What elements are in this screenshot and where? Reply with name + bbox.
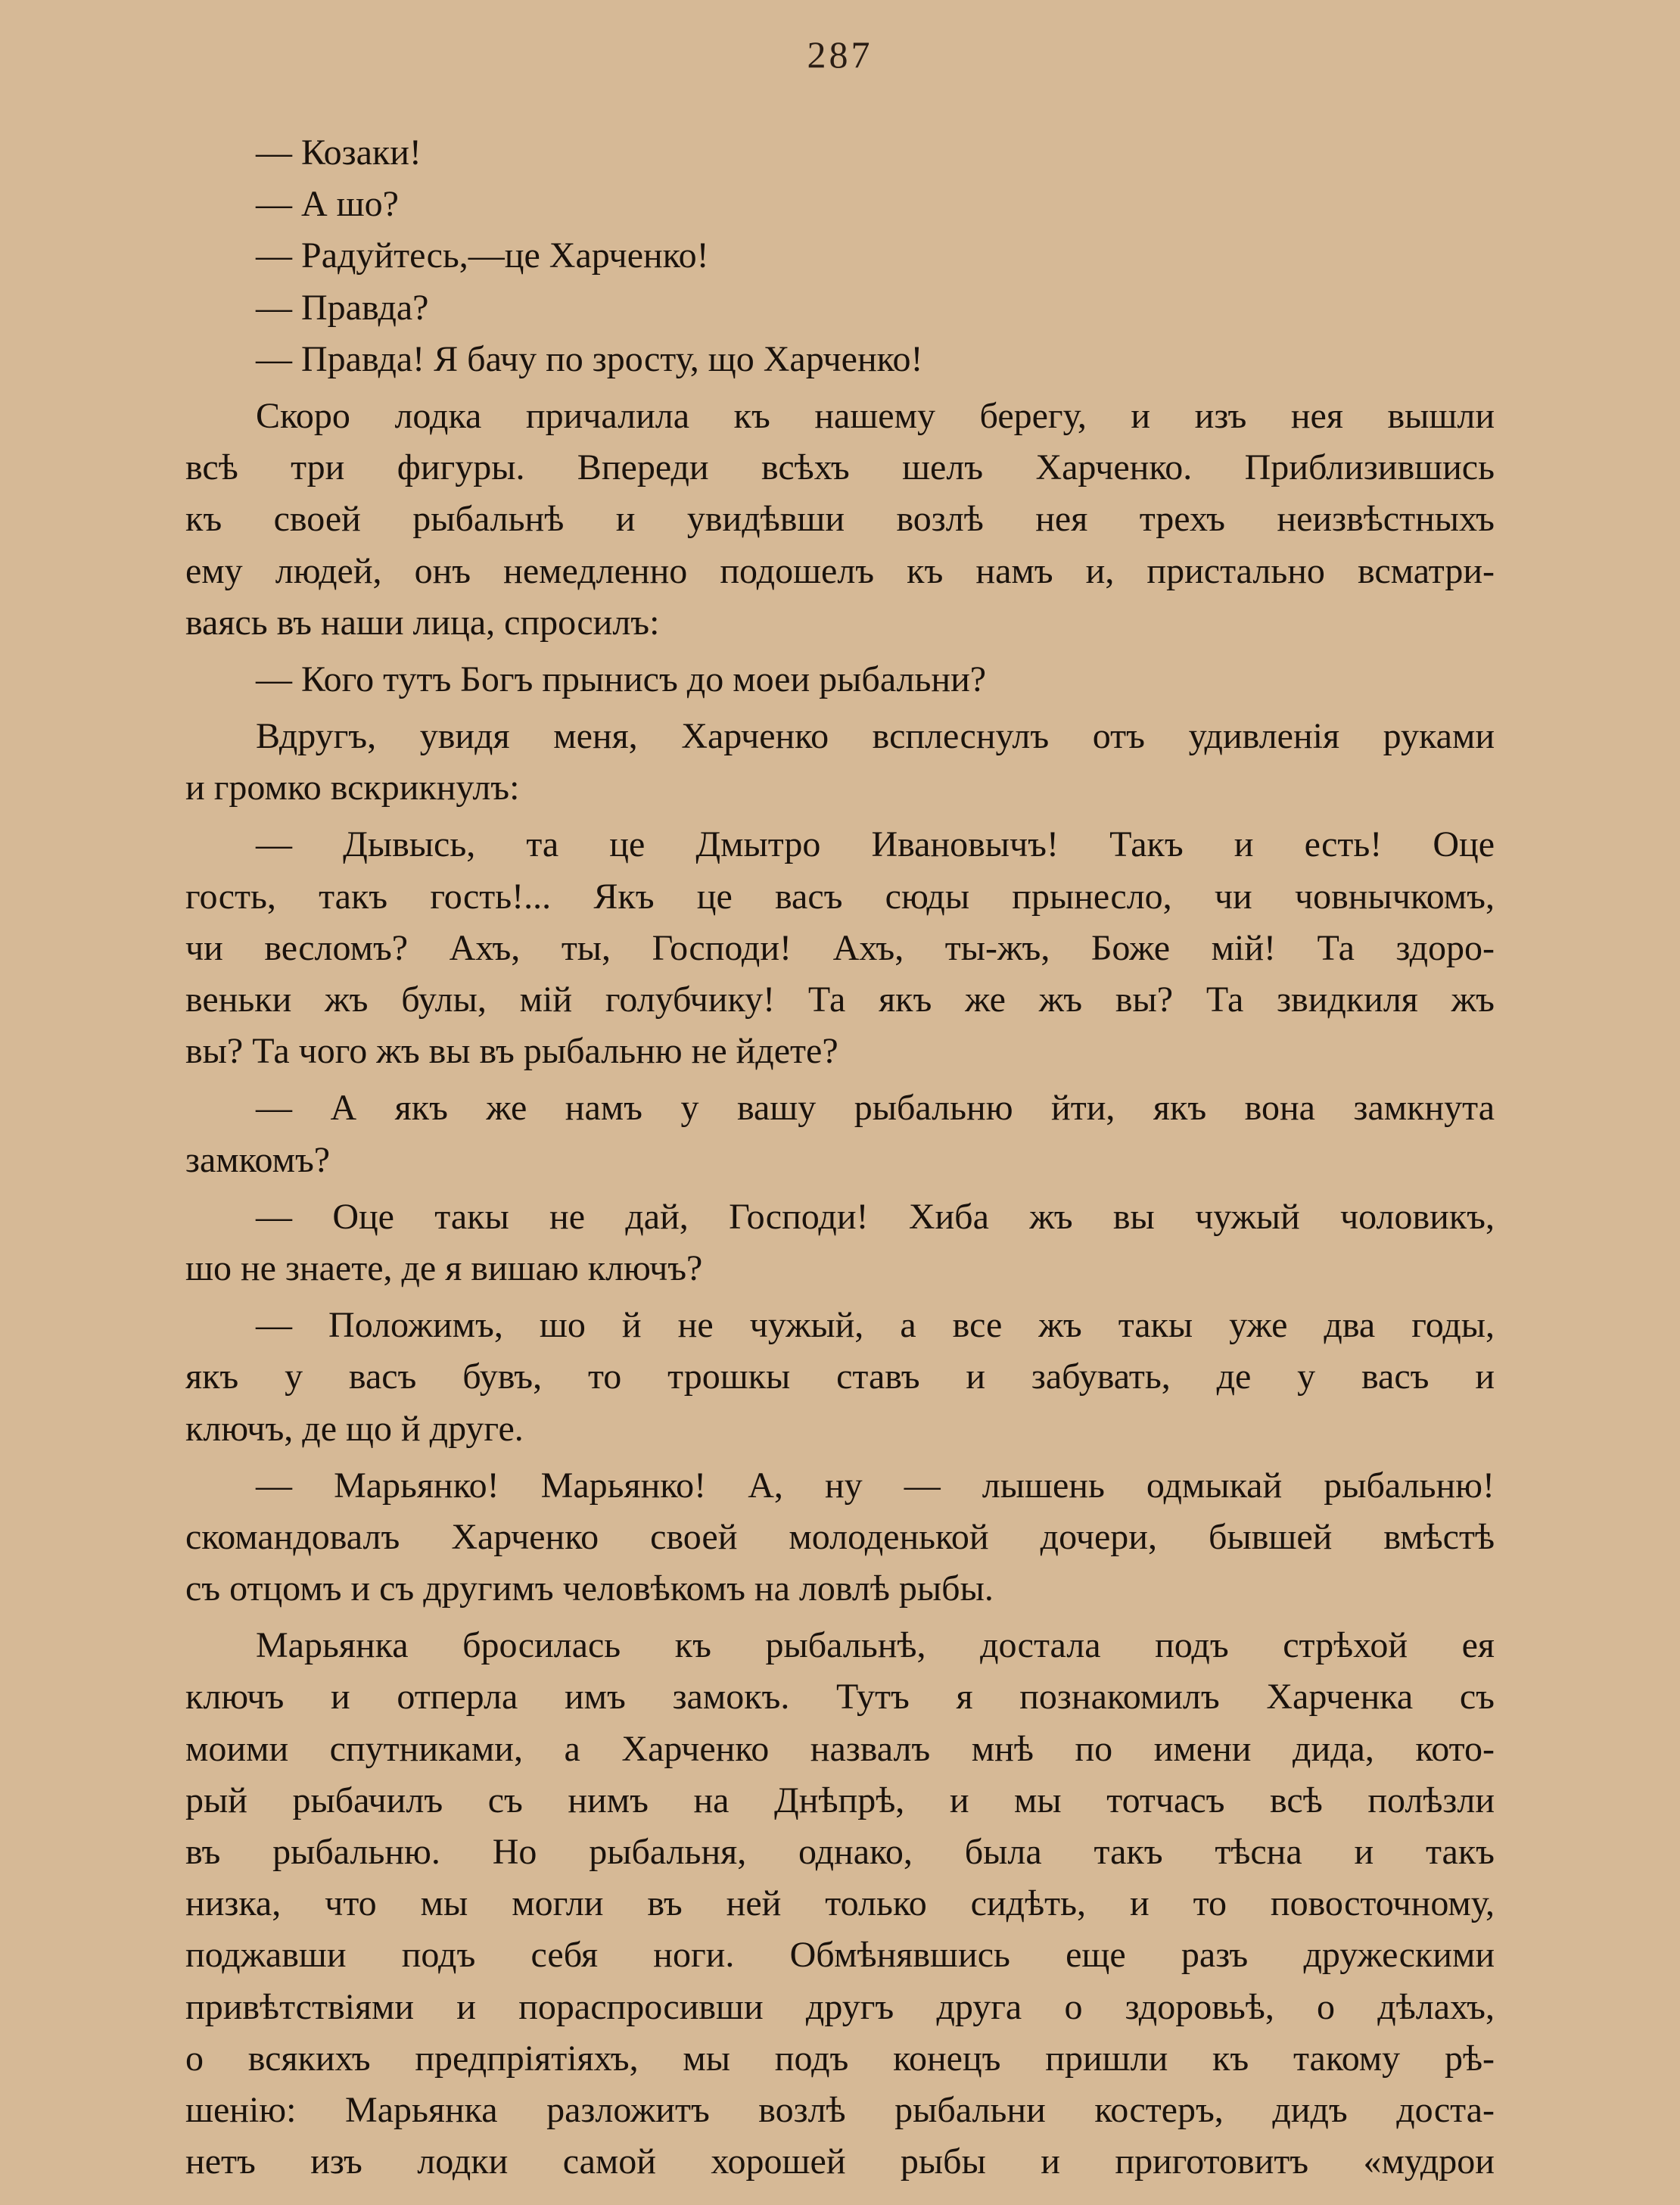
text-line: Вдругъ, увидя меня, Харченко всплеснулъ отъ удивленія руками [256, 716, 1495, 757]
text-line: вы? Та чого жъ вы въ рыбальню не йдете? [185, 1031, 838, 1072]
page-number: 287 [807, 33, 873, 76]
text-line: — А шо? [256, 184, 399, 225]
text-line: скомандовалъ Харченко своей молоденькой дочери, бывшей вмѣстѣ [185, 1516, 1495, 1557]
text-line: — Положимъ, шо й не чужый, а все жъ такы уже два годы, [256, 1305, 1495, 1346]
text-line: и громко вскрикнулъ: [185, 768, 520, 808]
text-line: — А якъ же намъ у вашу рыбальню йти, якъ вона замкнута [256, 1088, 1495, 1129]
text-line: въ рыбальню. Но рыбальня, однако, была такъ тѣсна и такъ [185, 1832, 1495, 1872]
text-line: рый рыбачилъ съ нимъ на Днѣпрѣ, и мы тотчасъ всѣ полѣзли [185, 1780, 1495, 1820]
text-line: ему людей, онъ немедленно подошелъ къ намъ и, пристально всматри- [185, 550, 1495, 591]
text-line: ключъ, де що й друге. [185, 1408, 524, 1449]
text-line: ключъ и отперла имъ замокъ. Тутъ я познакомилъ Харченка съ [185, 1677, 1495, 1718]
text-line: веньки жъ булы, мій голубчику! Та якъ же жъ вы? Та звидкиля жъ [185, 979, 1495, 1020]
text-line: — Радуйтесь,—це Харченко! [256, 235, 709, 276]
text-line: — Кого тутъ Богъ прынисъ до моеи рыбальни? [256, 659, 987, 699]
text-line: — Правда? [256, 287, 429, 328]
text-line: привѣтствіями и пораспросивши другъ друга о здоровьѣ, о дѣлахъ, [185, 1986, 1495, 2027]
text-line: шо не знаете, де я вишаю ключъ? [185, 1247, 703, 1288]
text-line: поджавши подъ себя ноги. Обмѣнявшись еще разъ дружескими [185, 1935, 1495, 1976]
text-line: къ своей рыбальнѣ и увидѣвши возлѣ нея трехъ неизвѣстныхъ [185, 499, 1495, 540]
text-line: шенію: Марьянка разложитъ возлѣ рыбальни костеръ, дидъ доста- [185, 2089, 1495, 2130]
text-line: гость, такъ гость!... Якъ це васъ сюды прынесло, чи човнычкомъ, [185, 876, 1495, 917]
text-line: — Правда! Я бачу по зросту, що Харченко! [256, 338, 923, 379]
text-line: якъ у васъ бувъ, то трошкы ставъ и забувать, де у васъ и [185, 1356, 1495, 1397]
text-line: низка, что мы могли въ ней только сидѣть, и то повосточному, [185, 1883, 1495, 1924]
text-line: — Козаки! [256, 132, 422, 173]
text-line: всѣ три фигуры. Впереди всѣхъ шелъ Харченко. Приблизившись [185, 447, 1495, 488]
text-line: моими спутниками, а Харченко назвалъ мнѣ по имени дида, кото- [185, 1728, 1495, 1769]
text-line: замкомъ? [185, 1139, 331, 1180]
text-line: — Дывысь, та це Дмытро Ивановычъ! Такъ и есть! Оце [256, 824, 1495, 865]
text-line: о всякихъ предпріятіяхъ, мы подъ конецъ пришли къ такому рѣ- [185, 2038, 1495, 2079]
body-text [185, 127, 1495, 2188]
text-line: ваясь въ наши лица, спросилъ: [185, 602, 660, 643]
text-line: съ отцомъ и съ другимъ человѣкомъ на ловлѣ рыбы. [185, 1568, 994, 1609]
text-line: чи весломъ? Ахъ, ты, Господи! Ахъ, ты-жъ, Боже мій! Та здоро- [185, 927, 1495, 968]
text-line: нетъ изъ лодки самой хорошей рыбы и приготовитъ «мудрои [185, 2141, 1495, 2182]
text-line: Скоро лодка причалила къ нашему берегу, и изъ нея вышли [256, 395, 1495, 436]
text-line: — Оце такы не дай, Господи! Хиба жъ вы чужый чоловикъ, [256, 1196, 1495, 1237]
text-line: — Марьянко! Марьянко! А, ну — лышень одмыкай рыбальню! [256, 1465, 1495, 1506]
text-line: Марьянка бросилась къ рыбальнѣ, достала подъ стрѣхой ея [256, 1625, 1495, 1666]
